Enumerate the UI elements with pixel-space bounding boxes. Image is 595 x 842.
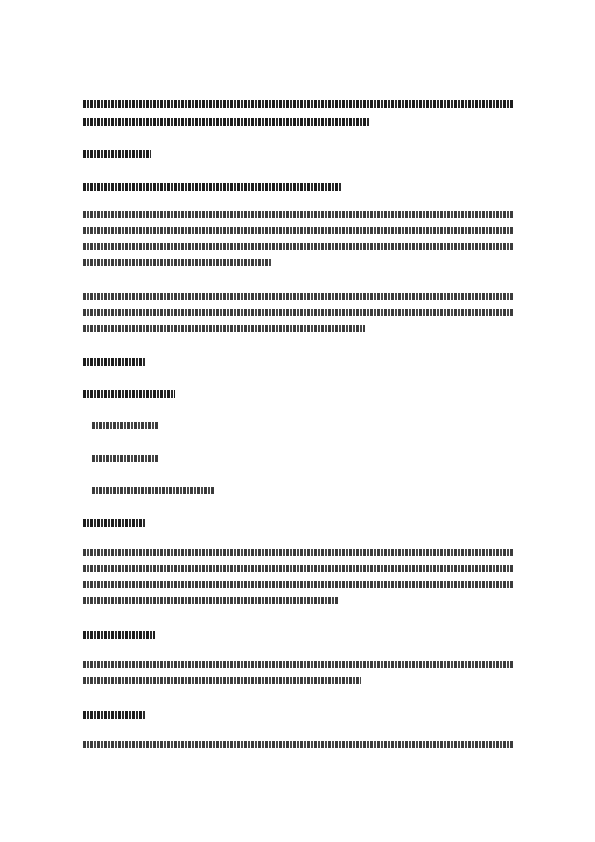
section-heading-1 bbox=[83, 150, 151, 158]
paragraph-3-line-1 bbox=[83, 549, 513, 556]
section-heading-5 bbox=[83, 631, 155, 639]
list-item-3 bbox=[92, 487, 214, 494]
paragraph-4-line-2 bbox=[83, 677, 361, 684]
list-item-2 bbox=[92, 455, 158, 462]
paragraph-4-line-1 bbox=[83, 661, 513, 668]
section-heading-2 bbox=[83, 358, 145, 366]
paragraph-2-line-2 bbox=[83, 309, 513, 316]
subheading-1 bbox=[83, 183, 341, 191]
paragraph-3-line-4 bbox=[83, 597, 339, 604]
section-heading-3 bbox=[83, 390, 175, 398]
title-line-2 bbox=[83, 118, 369, 126]
title-line-1 bbox=[83, 100, 513, 108]
section-heading-6 bbox=[83, 711, 145, 719]
section-heading-4 bbox=[83, 519, 145, 527]
paragraph-1-line-4 bbox=[83, 259, 271, 266]
list-item-1 bbox=[92, 422, 158, 429]
paragraph-2-line-1 bbox=[83, 293, 513, 300]
paragraph-3-line-3 bbox=[83, 581, 513, 588]
paragraph-3-line-2 bbox=[83, 565, 513, 572]
paragraph-1-line-3 bbox=[83, 243, 513, 250]
paragraph-2-line-3 bbox=[83, 325, 365, 332]
paragraph-1-line-1 bbox=[83, 211, 513, 218]
paragraph-5-line-1 bbox=[83, 741, 513, 748]
paragraph-1-line-2 bbox=[83, 227, 513, 234]
